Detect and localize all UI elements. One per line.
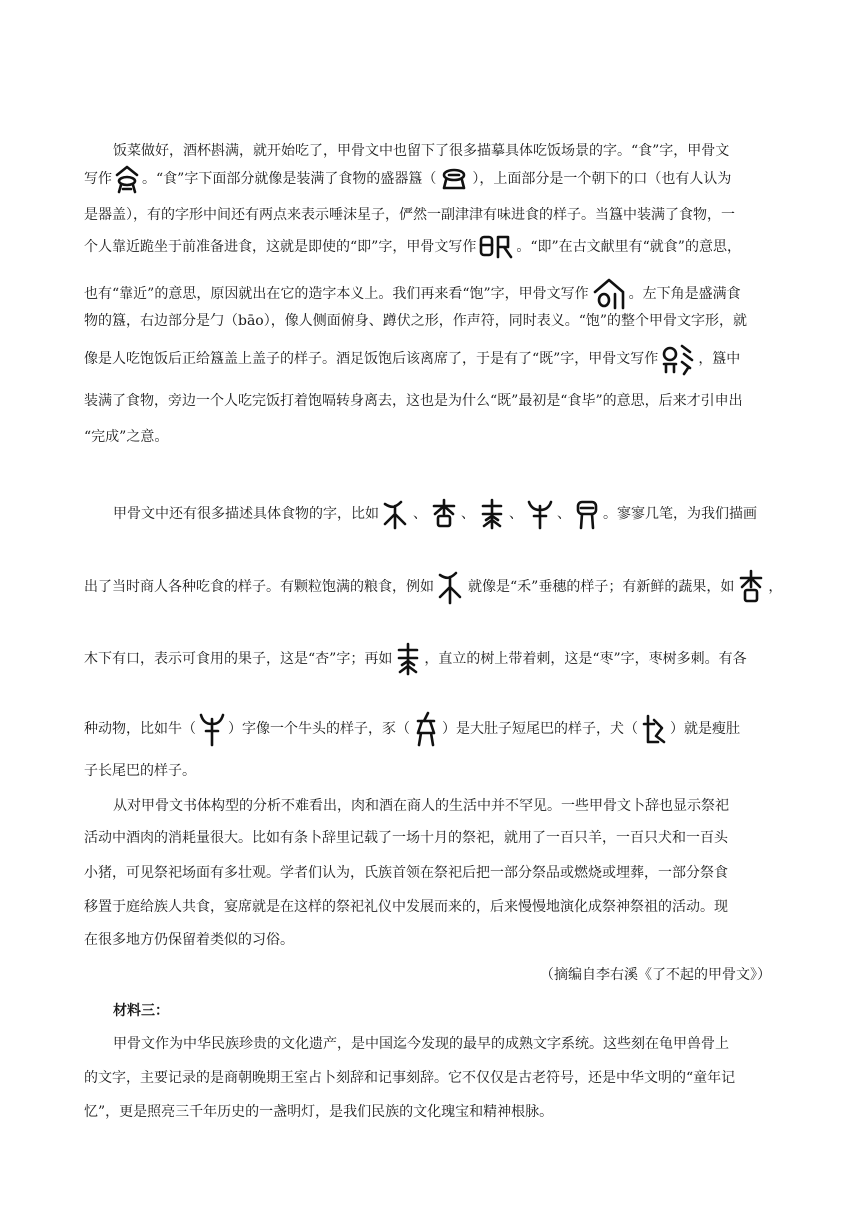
text-fragment: 。寥寥几笔，为我们描画 bbox=[603, 506, 757, 522]
text-fragment: 、 bbox=[509, 506, 523, 522]
text-line: 忆”，更是照亮三千年历史的一盏明灯，是我们民族的文化瑰宝和精神根脉。 bbox=[84, 1104, 554, 1120]
text-line: 物的簋，右边部分是勹（bāo），像人侧面俯身、蹲伏之形，作声符，同时表义。“饱”的整个甲骨文字形，就 bbox=[84, 313, 748, 329]
text-line: 装满了食物，旁边一个人吃完饭打着饱嗝转身离去，这也是为什么“既”最初是“食毕”的意思，后来才引申出 bbox=[84, 393, 743, 409]
text-fragment: ，直立的树上带着刺，这是“枣”字，枣树多刺。有各 bbox=[424, 651, 747, 667]
text-line: 是器盖），有的字形中间还有两点来表示唾沫星子，俨然一副津津有味进食的样子。当簋中装满了食物，一 bbox=[84, 207, 735, 223]
oracle-he-glyph bbox=[436, 569, 466, 605]
text-line: 的文字，主要记录的是商朝晚期王室占卜刻辞和记事刻辞。它不仅仅是古老符号，还是中华文明的“童年记 bbox=[84, 1070, 736, 1086]
text-line bbox=[84, 569, 782, 605]
oracle-he-glyph bbox=[381, 498, 411, 530]
text-line: 子长尾巴的样子。 bbox=[84, 763, 196, 779]
oracle-zao-glyph bbox=[477, 498, 507, 530]
section-heading: 材料三： bbox=[113, 1003, 169, 1019]
text-fragment: 写作 bbox=[84, 171, 112, 187]
oracle-niu-glyph bbox=[525, 498, 555, 530]
text-fragment: 出了当时商人各种吃食的样子。有颗粒饱满的粮食，例如 bbox=[84, 579, 434, 595]
text-line bbox=[84, 164, 731, 194]
text-fragment: 也有“靠近”的意思，原因就出在它的造字本义上。我们再来看“饱”字，甲骨文写作 bbox=[84, 286, 589, 302]
text-fragment: 像是人吃饱饭后正给簋盖上盖子的样子。酒足饭饱后该离席了，于是有了“既”字，甲骨文写作 bbox=[84, 351, 659, 367]
text-fragment: 就像是“禾”垂穗的样子；有新鲜的蔬果，如 bbox=[468, 579, 735, 595]
oracle-shi-glyph bbox=[114, 164, 140, 194]
text-line: 在很多地方仍保留着类似的习俗。 bbox=[84, 932, 294, 948]
text-line: 移置于庭给族人共食，宴席就是在这样的祭祀礼仪中发展而来的，后来慢慢地演化成祭神祭祖的活动。现 bbox=[84, 899, 728, 915]
text-line bbox=[113, 498, 757, 530]
text-line bbox=[84, 233, 741, 261]
text-fragment: ）就是瘦肚 bbox=[670, 721, 740, 737]
text-fragment: 。左下角是盛满食 bbox=[628, 286, 741, 302]
oracle-ji-glyph bbox=[478, 233, 514, 261]
text-line bbox=[84, 642, 747, 676]
text-fragment: ），上面部分是一个朝下的口（也有人认为 bbox=[472, 171, 732, 187]
oracle-jiwan-glyph bbox=[660, 342, 696, 376]
text-fragment: 、 bbox=[461, 506, 475, 522]
text-fragment: ， bbox=[768, 579, 783, 595]
text-fragment: 种动物，比如牛（ bbox=[84, 721, 196, 737]
text-line bbox=[84, 711, 740, 747]
oracle-xing-glyph bbox=[736, 569, 766, 605]
text-line bbox=[84, 342, 740, 376]
oracle-xing-glyph bbox=[429, 498, 459, 530]
text-fragment: 甲骨文中还有很多描述具体食物的字，比如 bbox=[113, 506, 379, 522]
text-line: 从对甲骨文书体构型的分析不难看出，肉和酒在商人的生活中并不罕见。一些甲骨文卜辞也显示祭祀 bbox=[113, 798, 729, 814]
text-fragment: ）是大肚子短尾巴的样子，犬（ bbox=[442, 721, 638, 737]
text-fragment: 、 bbox=[413, 506, 427, 522]
text-line: 小猪，可见祭祀场面有多壮观。学者们认为，氏族首领在祭祀后把一部分祭品或燃烧或埋葬，一部分祭食 bbox=[84, 865, 728, 881]
oracle-ding-glyph bbox=[573, 498, 601, 530]
text-fragment: ，簋中 bbox=[698, 351, 741, 367]
oracle-gui-glyph bbox=[438, 166, 470, 192]
oracle-niu-glyph bbox=[198, 711, 226, 747]
text-line bbox=[84, 276, 741, 312]
oracle-quan-glyph bbox=[640, 712, 668, 746]
text-fragment: 个人靠近跪坐于前准备进食，这就是即使的“即”字，甲骨文写作 bbox=[84, 239, 477, 255]
text-fragment: 木下有口，表示可食用的果子，这是“杏”字；再如 bbox=[84, 651, 393, 667]
text-line: “完成”之意。 bbox=[84, 429, 169, 445]
oracle-zao-glyph bbox=[394, 642, 422, 676]
text-fragment: 、 bbox=[557, 506, 571, 522]
text-line: 甲骨文作为中华民族珍贵的文化遗产，是中国迄今发现的最早的成熟文字系统。这些刻在龟甲兽骨上 bbox=[113, 1036, 729, 1052]
oracle-shi-pig-glyph bbox=[412, 711, 440, 747]
text-fragment: 。“即”在古文献里有“就食”的意思， bbox=[516, 239, 741, 255]
text-line: 活动中酒肉的消耗量很大。比如有条卜辞里记载了一场十月的祭祀，就用了一百只羊，一百只犬和一百头 bbox=[84, 830, 728, 846]
oracle-bao-glyph bbox=[591, 276, 627, 312]
text-line: 饭菜做好，酒杯斟满，就开始吃了，甲骨文中也留下了很多描摹具体吃饭场景的字。“食”字，甲骨文 bbox=[113, 143, 730, 159]
source-citation: （摘编自李右溪《了不起的甲骨文》） bbox=[540, 967, 771, 983]
text-fragment: 。“食”字下面部分就像是装满了食物的盛器簋（ bbox=[142, 171, 437, 187]
text-fragment: ）字像一个牛头的样子，豕（ bbox=[228, 721, 410, 737]
